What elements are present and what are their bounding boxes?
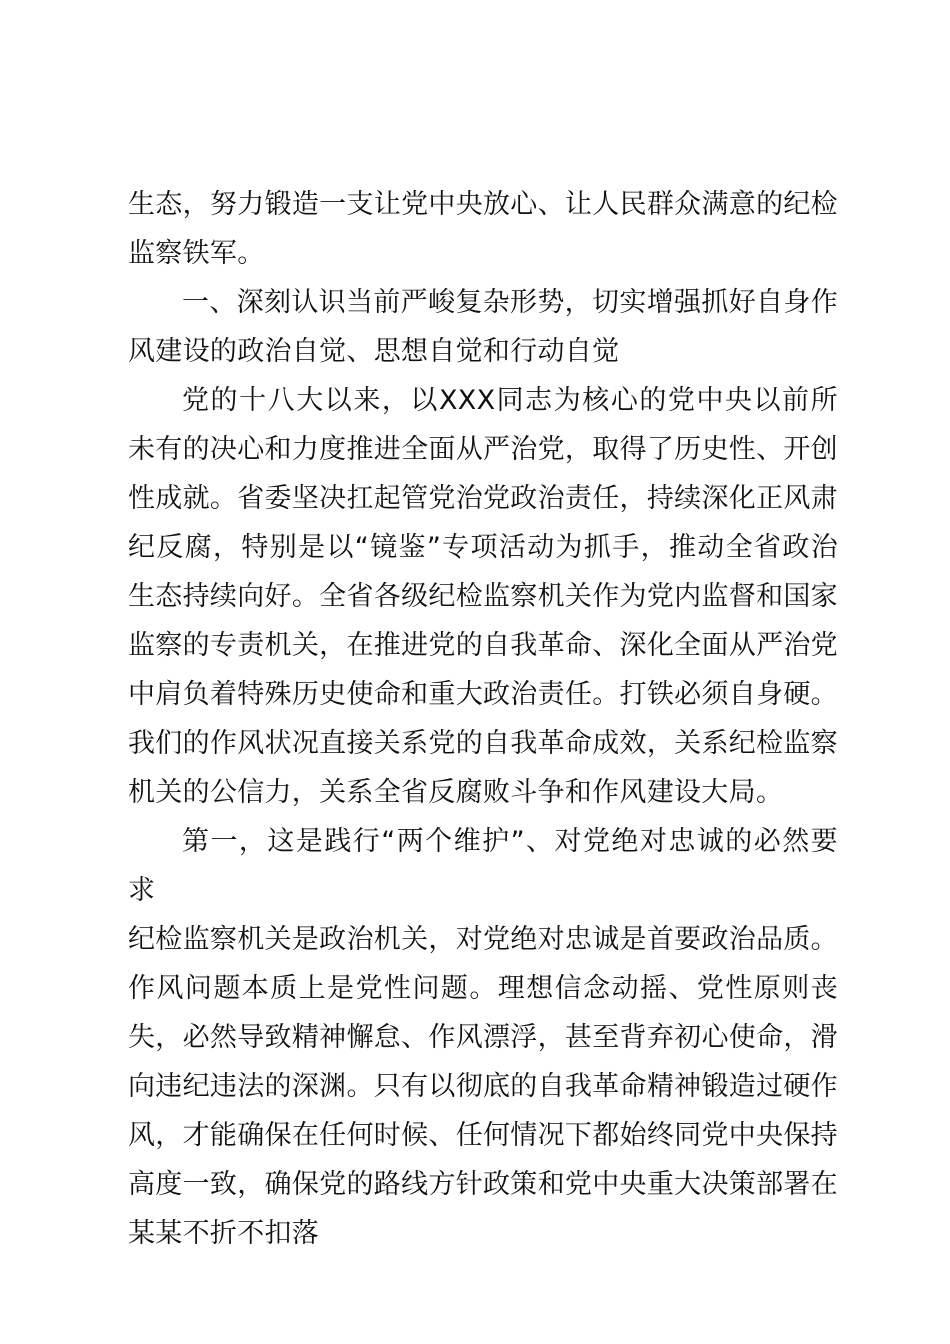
section-heading: 一、深刻认识当前严峻复杂形势，切实增强抓好自身作风建设的政治自觉、思想自觉和行动自觉 xyxy=(128,287,838,367)
paragraph-continuation: 生态，努力锻造一支让党中央放心、让人民群众满意的纪检监察铁军。 xyxy=(128,189,838,269)
paragraph: 党的十八大以来，以XXX同志为核心的党中央以前所未有的决心和力度推进全面从严治党，取得了历史性、开创性成就。省委坚决扛起管党治党政治责任，持续深化正风肃纪反腐，特别是以“镜鉴”专项活动为抓手，推动全省政治生态持续向好。全省各级纪检监察机关作为党内监督和国家监察的专责机关，在推进党的自我革命、深化全面从严治党中肩负着特殊历史使命和重大政治责任。打铁必须自身硬。我们的作风状况直接关系党的自我革命成效，关系纪检监察机关的公信力，关系全省反腐败斗争和作风建设大局。 xyxy=(128,385,838,808)
paragraph: 纪检监察机关是政治机关，对党绝对忠诚是首要政治品质。作风问题本质上是党性问题。理想信念动摇、党性原则丧失，必然导致精神懈怠、作风漂浮，甚至背弃初心使命，滑向违纪违法的深渊。只有以彻底的自我革命精神锻造过硬作风，才能确保在任何时候、任何情况下都始终同党中央保持高度一致，确保党的路线方针政策和党中央重大决策部署在某某不折不扣落 xyxy=(128,924,838,1249)
subsection-heading: 第一，这是践行“两个维护”、对党绝对忠诚的必然要求 xyxy=(128,826,838,906)
document-body xyxy=(128,180,838,1258)
